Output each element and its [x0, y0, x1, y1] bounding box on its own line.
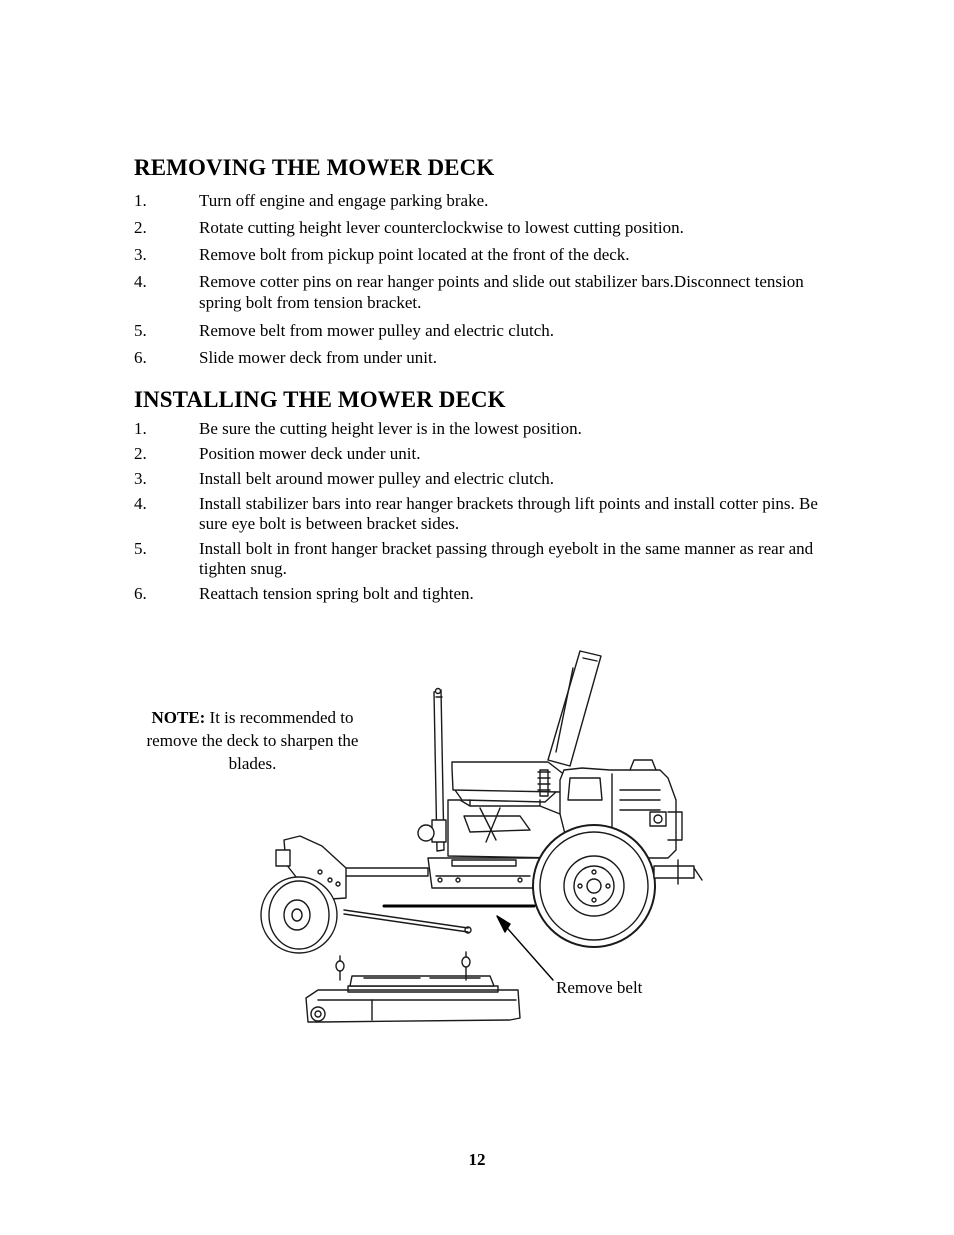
front-wheel: [261, 877, 337, 953]
page-number: 12: [468, 1150, 486, 1169]
step-number: 1.: [134, 191, 147, 210]
step-text: Turn off engine and engage parking brake.: [199, 191, 489, 210]
step-text: Reattach tension spring bolt and tighten.: [199, 584, 474, 603]
rear-hitch: [654, 860, 702, 884]
step-text: Remove bolt from pickup point located at the front of the deck.: [199, 245, 630, 264]
seat-back: [548, 651, 601, 766]
step-number: 5.: [134, 539, 147, 558]
rear-wheel: [533, 825, 655, 947]
step-number: 5.: [134, 321, 147, 340]
step-number: 3.: [134, 469, 147, 488]
seat-cushion: [452, 762, 566, 812]
removing-section-title: REMOVING THE MOWER DECK: [134, 155, 495, 180]
remove-belt-callout: Remove belt: [556, 978, 643, 997]
mower-deck: [306, 952, 520, 1022]
note-label: NOTE:: [151, 708, 206, 727]
callout-arrow: [497, 916, 553, 980]
step-number: 2.: [134, 444, 147, 463]
step-text: Install bolt in front hanger bracket passing through eyebolt in the same manner as rear and tighten snug.: [199, 539, 814, 578]
step-text: Rotate cutting height lever counterclockwise to lowest cutting position.: [199, 218, 684, 237]
step-number: 3.: [134, 245, 147, 264]
step-text: Remove belt from mower pulley and electric clutch.: [199, 321, 554, 340]
step-number: 4.: [134, 494, 147, 513]
step-number: 6.: [134, 584, 147, 603]
control-lever: [418, 689, 446, 852]
installing-section-title: INSTALLING THE MOWER DECK: [134, 387, 506, 412]
step-number: 2.: [134, 218, 147, 237]
step-number: 4.: [134, 272, 147, 291]
step-text: Install stabilizer bars into rear hanger brackets through lift points and install cotter pins. Be sure eye bolt is between bracket sides.: [199, 494, 818, 533]
step-text: Be sure the cutting height lever is in the lowest position.: [199, 419, 582, 438]
step-number: 1.: [134, 419, 147, 438]
step-text: Slide mower deck from under unit.: [199, 348, 437, 367]
step-text: Install belt around mower pulley and electric clutch.: [199, 469, 554, 488]
step-text: Remove cotter pins on rear hanger points and slide out stabilizer bars.Disconnect tension spring bolt from tension bracket.: [199, 272, 804, 312]
step-number: 6.: [134, 348, 147, 367]
note-body: It is recommended to remove the deck to sharpen the blades.: [146, 708, 359, 773]
step-text: Position mower deck under unit.: [199, 444, 421, 463]
stabilizer-bars: [344, 910, 471, 933]
